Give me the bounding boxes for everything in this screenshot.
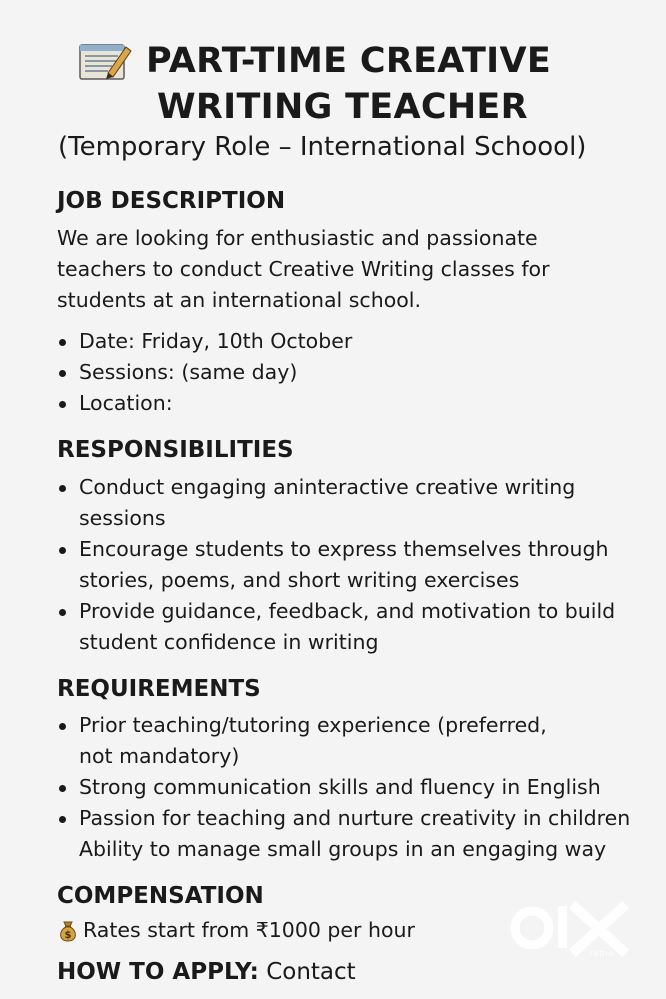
requirement-line: not mandatory) [79, 744, 240, 768]
responsibility-line: Provide guidance, feedback, and motivation to build [79, 599, 616, 623]
list-item [57, 772, 630, 803]
list-item [57, 326, 352, 357]
page-title-line1: PART-TIME CREATIVE [146, 41, 552, 81]
requirement-line: Prior teaching/tutoring experience (preferred, [79, 713, 547, 737]
page-title-line2: WRITING TEACHER [157, 87, 528, 127]
detail-location: Location: [79, 391, 173, 415]
job-description-heading: JOB DESCRIPTION [57, 188, 286, 214]
bullet-icon [59, 401, 66, 408]
list-item [57, 472, 615, 534]
list-item [57, 357, 352, 388]
olx-logo-subtext: INDIA [590, 950, 615, 958]
requirement-line: Passion for teaching and nurture creativity in children [79, 806, 631, 830]
job-description-text [57, 223, 617, 316]
responsibility-line: stories, poems, and short writing exercises [79, 568, 520, 592]
job-description-line: We are looking for enthusiastic and passionate [57, 226, 538, 250]
list-item [57, 596, 615, 658]
compensation-line [57, 915, 415, 946]
title-row [78, 38, 551, 84]
job-description-line: students at an international school. [57, 288, 421, 312]
bullet-icon [59, 609, 66, 616]
requirement-line: Strong communication skills and fluency in English [79, 775, 601, 799]
page-subtitle: (Temporary Role – International Schoool) [58, 132, 587, 162]
responsibilities-heading: RESPONSIBILITIES [57, 437, 294, 463]
requirements-list [57, 710, 630, 865]
job-description-line: teachers to conduct Creative Writing classes for [57, 257, 550, 281]
memo-icon [78, 39, 132, 83]
bullet-icon [59, 723, 66, 730]
list-item [57, 710, 630, 772]
bullet-icon [59, 339, 66, 346]
bullet-icon [59, 816, 66, 823]
how-to-apply-label: HOW TO APPLY: [57, 959, 259, 985]
list-item [57, 388, 352, 419]
responsibility-line: sessions [79, 506, 166, 530]
svg-text:$: $ [64, 929, 72, 941]
bullet-icon [59, 370, 66, 377]
detail-date: Date: Friday, 10th October [79, 329, 353, 353]
responsibility-line: Conduct engaging aninteractive creative writing [79, 475, 576, 499]
how-to-apply-value: Contact [266, 959, 356, 985]
job-details-list [57, 326, 352, 419]
list-item [57, 534, 615, 596]
detail-sessions: Sessions: (same day) [79, 360, 298, 384]
responsibility-line: Encourage students to express themselves through [79, 537, 609, 561]
compensation-rate: Rates start from ₹1000 per hour [83, 918, 415, 942]
requirements-heading: REQUIREMENTS [57, 676, 261, 702]
bullet-icon [59, 547, 66, 554]
requirement-line: Ability to manage small groups in an engaging way [79, 837, 607, 861]
responsibility-line: student confidence in writing [79, 630, 379, 654]
money-bag-icon [57, 919, 79, 943]
bullet-icon [59, 785, 66, 792]
compensation-heading: COMPENSATION [57, 883, 264, 909]
responsibilities-list [57, 472, 615, 658]
bullet-icon [59, 485, 66, 492]
list-item [57, 803, 630, 865]
how-to-apply [57, 956, 356, 988]
